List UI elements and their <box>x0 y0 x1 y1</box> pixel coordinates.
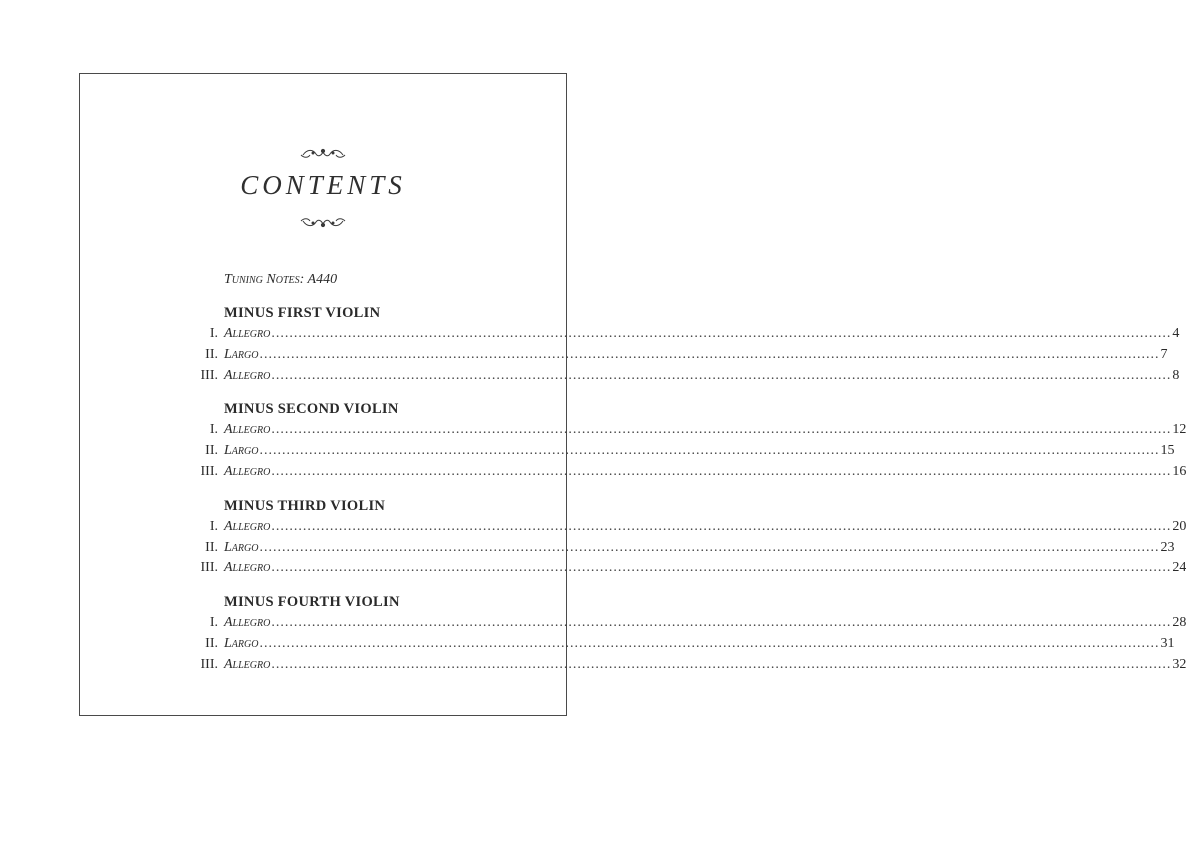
movement-number: II. <box>205 539 218 555</box>
toc-entry[interactable] <box>188 462 1186 483</box>
movement-name: Largo <box>224 346 259 362</box>
page-number: 28 <box>1172 615 1186 631</box>
page-number: 7 <box>1160 346 1168 362</box>
toc-entry[interactable] <box>188 324 1180 345</box>
toc-entry[interactable] <box>188 441 1175 462</box>
section-title: MINUS THIRD VIOLIN <box>224 497 386 514</box>
page-number: 16 <box>1172 463 1186 479</box>
movement-name: Allegro <box>224 615 271 631</box>
toc-entry[interactable] <box>188 655 1186 676</box>
section-title: MINUS FIRST VIOLIN <box>224 305 381 321</box>
movement-number: III. <box>200 463 218 479</box>
movement-number: I. <box>209 422 218 438</box>
toc-entry[interactable] <box>188 420 1186 441</box>
toc-entry[interactable] <box>188 538 1175 559</box>
dot-leader: ........................................................................................................................................................................................................ <box>271 656 1172 672</box>
page-frame <box>79 73 1186 716</box>
section-title: MINUS SECOND VIOLIN <box>224 401 399 418</box>
toc-entry[interactable] <box>188 634 1175 655</box>
flourish-ornament-icon <box>299 146 347 160</box>
page-number: 20 <box>1172 518 1186 534</box>
dot-leader: ........................................................................................................................................................................................................ <box>271 326 1172 341</box>
movement-number: II. <box>205 635 218 651</box>
movement-number: I. <box>209 615 218 631</box>
toc-entry[interactable] <box>188 517 1186 538</box>
page-number: 4 <box>1172 326 1180 341</box>
page-number: 23 <box>1160 539 1175 555</box>
page-number: 12 <box>1172 422 1186 438</box>
toc-entry[interactable] <box>188 366 1180 387</box>
tuning-notes[interactable]: Tuning Notes: A440 <box>224 272 338 287</box>
movement-number: I. <box>209 518 218 534</box>
movement-number: II. <box>205 443 218 459</box>
section-title: MINUS FOURTH VIOLIN <box>224 594 400 611</box>
dot-leader: ........................................................................................................................................................................................................ <box>271 615 1172 631</box>
dot-leader: ........................................................................................................................................................................................................ <box>259 443 1160 459</box>
movement-name: Allegro <box>224 518 271 534</box>
page-title: CONTENTS <box>240 170 406 200</box>
page-number: 24 <box>1172 560 1186 576</box>
movement-number: III. <box>200 656 218 672</box>
toc-entry[interactable] <box>188 345 1168 366</box>
movement-name: Largo <box>224 635 259 651</box>
movement-number: III. <box>200 367 218 383</box>
page-number: 31 <box>1160 635 1175 651</box>
movement-name: Largo <box>224 539 259 555</box>
movement-name: Largo <box>224 443 259 459</box>
movement-name: Allegro <box>224 463 271 479</box>
dot-leader: ........................................................................................................................................................................................................ <box>271 463 1172 479</box>
movement-number: I. <box>209 326 218 341</box>
section-second-violin <box>188 398 1186 482</box>
movement-name: Allegro <box>224 422 271 438</box>
toc-entry[interactable] <box>188 613 1186 634</box>
dot-leader: ........................................................................................................................................................................................................ <box>259 539 1160 555</box>
movement-name: Allegro <box>224 560 271 576</box>
dot-leader: ........................................................................................................................................................................................................ <box>271 560 1172 576</box>
movement-number: III. <box>200 560 218 576</box>
page-number: 15 <box>1160 443 1175 459</box>
dot-leader: ........................................................................................................................................................................................................ <box>271 518 1172 534</box>
flourish-ornament-icon <box>299 216 347 230</box>
dot-leader: ........................................................................................................................................................................................................ <box>259 635 1160 651</box>
toc-entry[interactable] <box>188 558 1186 579</box>
page-number: 32 <box>1172 656 1186 672</box>
table-of-contents <box>188 270 1186 688</box>
dot-leader: ........................................................................................................................................................................................................ <box>271 367 1172 383</box>
movement-name: Allegro <box>224 367 271 383</box>
movement-number: II. <box>205 346 218 362</box>
movement-name: Allegro <box>224 656 271 672</box>
page-number: 8 <box>1172 367 1180 383</box>
dot-leader: ........................................................................................................................................................................................................ <box>271 422 1172 438</box>
section-fourth-violin <box>188 591 1186 675</box>
dot-leader: ........................................................................................................................................................................................................ <box>259 346 1160 362</box>
movement-name: Allegro <box>224 326 271 341</box>
section-third-violin <box>188 495 1186 579</box>
section-first-violin <box>188 302 1180 386</box>
